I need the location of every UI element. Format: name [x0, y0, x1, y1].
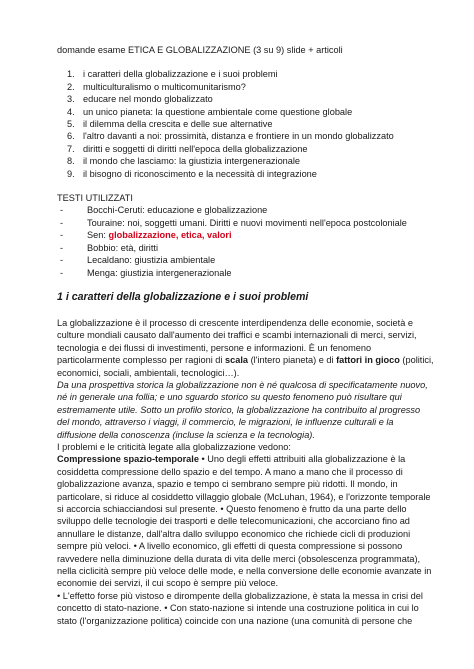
- text-item: [60, 267, 434, 279]
- text-item-label: Touraine: noi, soggetti umani. Diritti e nuovi movimenti nell'epoca postcoloniale: [87, 217, 407, 228]
- question-number: 6.: [67, 131, 75, 142]
- texts-list: [57, 204, 434, 278]
- question-item: [67, 130, 434, 142]
- question-item: [67, 93, 434, 105]
- question-number: 8.: [67, 156, 75, 167]
- text-item: [60, 242, 434, 254]
- question-item: [67, 106, 434, 118]
- text-item-label: Lecaldano: giustizia ambientale: [87, 255, 216, 266]
- question-item: [67, 68, 434, 80]
- text-item: [60, 204, 434, 216]
- paragraph-state-nation: • L'effetto forse più vistoso e dirompente della globalizzazione, è stata la messa in crisi del concetto di stato-nazione. • Con stato-nazione si intende una costruzione politica in cui lo stato (l'organizzazione politica) coincide con una nazione (una comunità di persone che: [57, 590, 423, 626]
- question-item: [67, 81, 434, 93]
- question-item: [67, 143, 434, 155]
- texts-section-label: TESTI UTILIZZATI: [57, 193, 133, 204]
- text-item: [60, 254, 434, 266]
- paragraph-problems-intro: I problemi e le criticità legate alla globalizzazione vedono:: [57, 441, 291, 452]
- question-number: 2.: [67, 81, 75, 92]
- question-item: [67, 155, 434, 167]
- question-number: 7.: [67, 143, 75, 154]
- text-item-label: Sen:: [87, 230, 109, 241]
- paragraph-text: La globalizzazione è il processo di crescente interdipendenza delle economie, società e culture mondiali causato dall'aumento dei traffici e scambi internazionali di merci, servizi, tecnologia e dei flussi di investimenti, persone e informazioni. È un fenomeno particolarmente complesso per ragioni di: [57, 317, 417, 366]
- question-item: [67, 168, 434, 180]
- list-dash: -: [60, 267, 64, 278]
- subheading-compression: Compressione spazio-temporale: [57, 454, 199, 465]
- question-number: 9.: [67, 168, 75, 179]
- paragraph-text: (l'intero pianeta) e di: [248, 355, 337, 366]
- bold-term-scala: scala: [225, 355, 249, 366]
- text-item-label: Bobbio: età, diritti: [87, 242, 158, 253]
- paragraph-definition: [57, 317, 434, 379]
- paragraph-historical: Da una prospettiva storica la globalizzazione non è né qualcosa di specificatamente nuovo, né in generale una follia; e uno sguardo storico su questo fenomeno può risultare qui estremamente utile. Sotto un profilo storico, la globalizzazione ha contribuito al progresso del mondo, attraverso i viaggi, il commercio, le migrazioni, le influenze culturali e la diffusione della conoscenza (incluse la scienza e la tecnologia).: [57, 379, 428, 440]
- question-item: [67, 118, 434, 130]
- list-dash: -: [60, 205, 64, 216]
- paragraph-compression: [57, 453, 434, 589]
- highlighted-text: globalizzazione, etica, valori: [108, 230, 232, 241]
- list-dash: -: [60, 255, 64, 266]
- question-number: 4.: [67, 106, 75, 117]
- question-text: il bisogno di riconoscimento e la necessità di integrazione: [83, 168, 317, 179]
- question-text: diritti e soggetti di diritti nell'epoca della globalizzazione: [83, 143, 308, 154]
- question-text: il mondo che lasciamo: la giustizia intergenerazionale: [83, 156, 301, 167]
- section-heading: 1 i caratteri della globalizzazione e i suoi problemi: [57, 290, 309, 303]
- paragraph-text: (politici, economici, sociali, ambientali, tecnologici…).: [57, 355, 434, 378]
- question-text: il dilemma della crescita e delle sue alternative: [83, 119, 273, 130]
- document-title: domande esame ETICA E GLOBALIZZAZIONE (3 su 9) slide + articoli: [57, 45, 343, 55]
- bold-term-fattori: fattori in gioco: [336, 355, 400, 366]
- text-item-label: Bocchi-Ceruti: educazione e globalizzazione: [87, 205, 268, 216]
- question-text: educare nel mondo globalizzato: [83, 94, 213, 105]
- question-text: i caratteri della globalizzazione e i suoi problemi: [83, 69, 278, 80]
- list-dash: -: [60, 230, 64, 241]
- question-text: l'altro davanti a noi: prossimità, distanza e frontiere in un mondo globalizzato: [83, 131, 394, 142]
- text-item-label: Menga: giustizia intergenerazionale: [87, 267, 232, 278]
- text-item: [60, 229, 434, 241]
- text-item: [60, 217, 434, 229]
- list-dash: -: [60, 217, 64, 228]
- question-text: multiculturalismo o multicomunitarismo?: [83, 81, 246, 92]
- question-number: 5.: [67, 119, 75, 130]
- question-list: [57, 68, 434, 180]
- question-text: un unico pianeta: la questione ambientale come questione globale: [83, 106, 353, 117]
- question-number: 1.: [67, 69, 75, 80]
- question-number: 3.: [67, 94, 75, 105]
- list-dash: -: [60, 242, 64, 253]
- paragraph-text: • Uno degli effetti attribuiti alla globalizzazione è la cosiddetta compressione dello spazio e del tempo. A mano a mano che il processo di globalizzazione avanza, spazio e tempo ci sembrano sempre più ridotti. Il mondo, in particolare, si riduce al cosiddetto villaggio globale (McLuhan, 1964), e l'orizzonte temporale si accorcia schiacciandosi sul presente. • Questo fenomeno è frutto da una parte dello sviluppo delle tecnologie dei trasporti e delle telecomunicazioni, che accorciano fino ad annullare le distanze, dall'altra dallo sviluppo economico che richiede cicli di produzioni sempre più veloci. • A livello economico, gli effetti di questa compressione si possono ravvedere nella diminuzione della durata di vita delle merci (obsolescenza programmata), nella ciclicità sempre più veloce delle mode, e nella conversione delle economie avanzate in economie dei servizi, il cui scopo è sempre più veloce.: [57, 454, 432, 589]
